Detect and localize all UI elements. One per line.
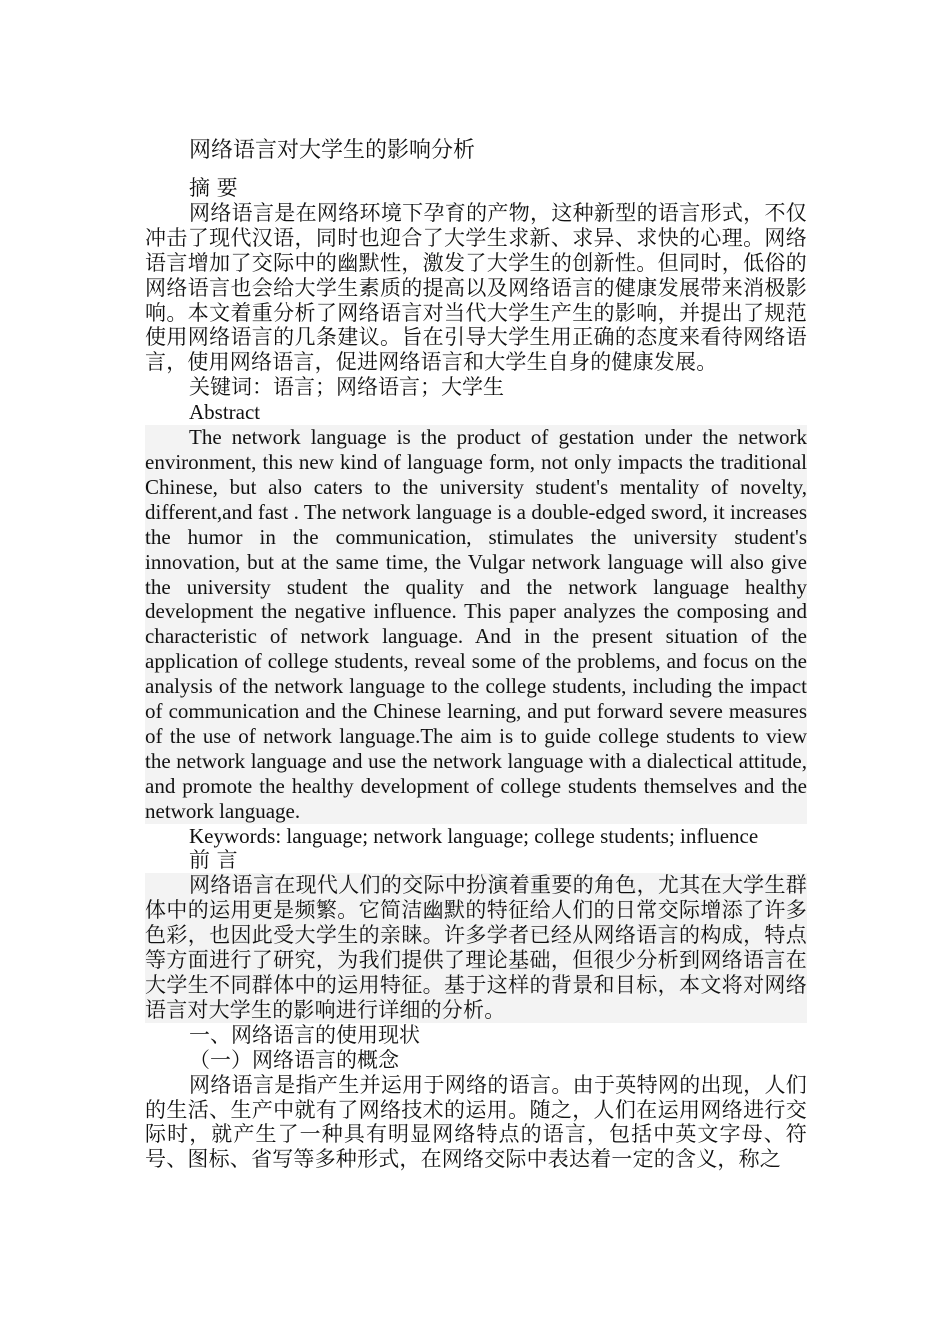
abstract-cn-label: 摘 要 xyxy=(189,176,238,200)
intro-paragraph: 网络语言在现代人们的交际中扮演着重要的角色，尤其在大学生群体中的运用更是频繁。它简洁幽默的特征给人们的日常交际增添了许多色彩，也因此受大学生的亲睐。许多学者已经从网络语言的构成，特点等方面进行了研究，为我们提供了理论基础，但很少分析到网络语言在大学生不同群体中的运用特征。基于这样的背景和目标，本文将对网络语言对大学生的影响进行详细的分析。 xyxy=(145,873,807,1022)
abstract-en-label: Abstract xyxy=(189,400,261,425)
intro-label: 前 言 xyxy=(189,848,238,873)
section1-sub-heading: （一）网络语言的概念 xyxy=(189,1047,399,1072)
document-page xyxy=(145,134,807,1172)
abstract-cn-paragraph: 网络语言是在网络环境下孕育的产物，这种新型的语言形式，不仅冲击了现代汉语，同时也迎合了大学生求新、求异、求快的心理。网络语言增加了交际中的幽默性，激发了大学生的创新性。但同时，低俗的网络语言也会给大学生素质的提高以及网络语言的健康发展带来消极影响。本文着重分析了网络语言对当代大学生产生的影响，并提出了规范使用网络语言的几条建议。旨在引导大学生用正确的态度来看待网络语言，使用网络语言，促进网络语言和大学生自身的健康发展。 xyxy=(145,200,807,375)
section1-paragraph: 网络语言是指产生并运用于网络的语言。由于英特网的出现，人们的生活、生产中就有了网络技术的运用。随之，人们在运用网络进行交际时，就产生了一种具有明显网络特点的语言，包括中英文字母、符号、图标、省写等多种形式，在网络交际中表达着一定的含义，称之 xyxy=(145,1072,807,1172)
document-title: 网络语言对大学生的影响分析 xyxy=(189,138,476,163)
abstract-en-paragraph: The network language is the product of gestation under the network environment, this new kind of language form, not only impacts the traditional Chinese, but also caters to the university student's mentality of novelty, different,and fast . The network language is a double-edged sword, it increases the humor in the communication, stimulates the university student's innovation, but at the same time, the Vulgar network language will also give the university student the quality and the network language healthy development the negative influence. This paper analyzes the composing and characteristic of network language. And in the present situation of the application of college students, reveal some of the problems, and focus on the analysis of the network language to the college students, including the impact of communication and the Chinese learning, and put forward severe measures of the use of network language.The aim is to guide college students to view the network language and use the network language with a dialectical attitude, and promote the healthy development of college students themselves and the network language. xyxy=(145,425,807,823)
keywords-cn: 关键词：语言；网络语言；大学生 xyxy=(189,375,504,400)
keywords-en: Keywords: language; network language; college students; influence xyxy=(189,823,759,848)
section1-heading: 一、网络语言的使用现状 xyxy=(189,1022,420,1047)
